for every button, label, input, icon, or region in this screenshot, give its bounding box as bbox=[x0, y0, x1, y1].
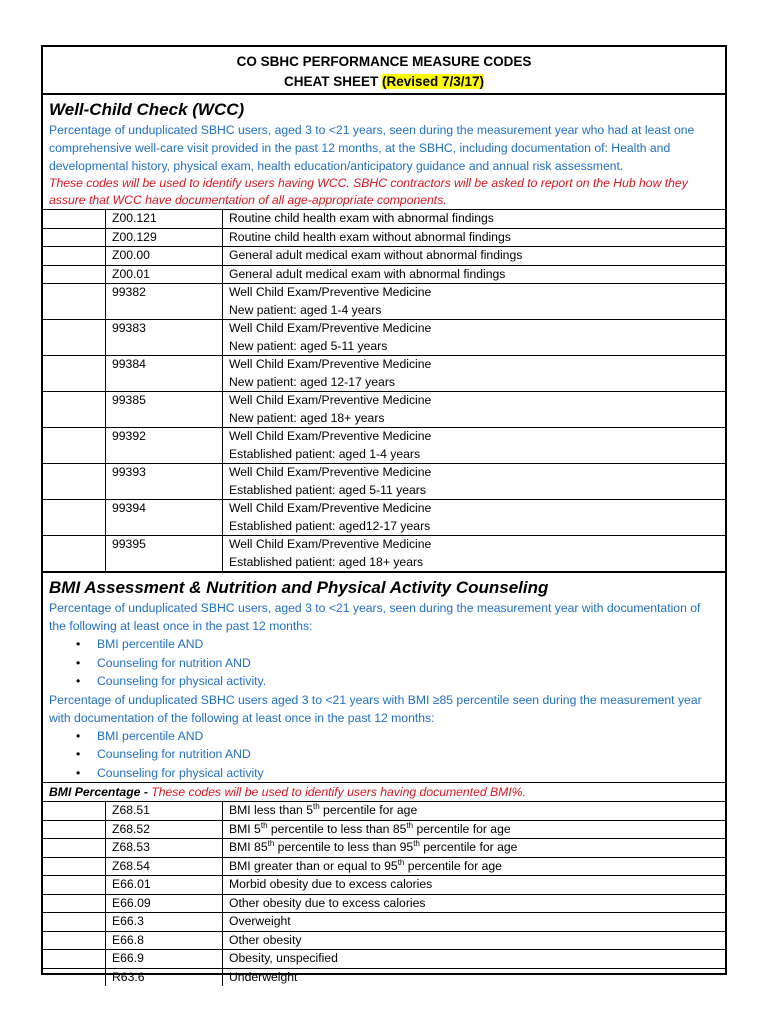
table-row bbox=[43, 320, 725, 356]
blank-cell bbox=[43, 464, 106, 500]
description-cell bbox=[223, 839, 726, 858]
bmi-percentage-subheading bbox=[43, 782, 725, 801]
description-text: BMI 5 bbox=[229, 821, 261, 836]
table-row bbox=[43, 931, 725, 950]
description-cell bbox=[223, 857, 726, 876]
code-cell: 99385 bbox=[106, 392, 223, 428]
title-block bbox=[43, 47, 725, 95]
description-cell bbox=[223, 265, 726, 284]
code-cell: 99383 bbox=[106, 320, 223, 356]
description-line: Routine child health exam with abnormal findings bbox=[229, 211, 494, 225]
description-line: Established patient: aged12-17 years bbox=[229, 518, 431, 533]
code-cell: E66.9 bbox=[106, 950, 223, 969]
blank-cell bbox=[43, 950, 106, 969]
description-line: New patient: aged 5-11 years bbox=[229, 338, 388, 353]
code-cell: Z68.53 bbox=[106, 839, 223, 858]
description-cell bbox=[223, 802, 726, 821]
code-cell: 99393 bbox=[106, 464, 223, 500]
code-cell: 99392 bbox=[106, 428, 223, 464]
ordinal-suffix: th bbox=[413, 838, 420, 848]
description-line: New patient: aged 1-4 years bbox=[229, 302, 382, 317]
code-cell: 99395 bbox=[106, 536, 223, 572]
blank-cell bbox=[43, 210, 106, 229]
code-cell: Z68.52 bbox=[106, 820, 223, 839]
code-cell: Z68.51 bbox=[106, 802, 223, 821]
bmi-heading: BMI Assessment & Nutrition and Physical Activity Counseling bbox=[49, 578, 549, 597]
blank-cell bbox=[43, 392, 106, 428]
blank-cell bbox=[43, 802, 106, 821]
blank-cell bbox=[43, 968, 106, 986]
description-text: Morbid obesity due to excess calories bbox=[229, 877, 433, 891]
description-cell bbox=[223, 931, 726, 950]
description-line: Established patient: aged 18+ years bbox=[229, 554, 424, 569]
description-line: Established patient: aged 5-11 years bbox=[229, 482, 426, 497]
description-cell bbox=[223, 500, 726, 536]
cheat-sheet bbox=[41, 45, 727, 984]
table-row bbox=[43, 802, 725, 821]
ordinal-suffix: th bbox=[397, 857, 405, 867]
description-text: percentile for age bbox=[413, 821, 511, 836]
blank-cell bbox=[43, 894, 106, 913]
ordinal-suffix: th bbox=[406, 820, 414, 830]
blank-cell bbox=[43, 913, 106, 932]
bmi-percentage-label: BMI Percentage - bbox=[49, 785, 148, 799]
blank-cell bbox=[43, 536, 106, 572]
ordinal-suffix: th bbox=[260, 820, 268, 830]
table-row bbox=[43, 950, 725, 969]
description-line: General adult medical exam with abnormal findings bbox=[229, 266, 506, 281]
blank-cell bbox=[43, 876, 106, 895]
bmi-code-table bbox=[43, 801, 725, 986]
table-row bbox=[43, 894, 725, 913]
bullet-item: • Counseling for nutrition AND bbox=[97, 654, 725, 673]
description-line: Well Child Exam/Preventive Medicine bbox=[229, 465, 432, 479]
description-text: BMI less than 5 bbox=[229, 803, 313, 817]
code-cell: E66.3 bbox=[106, 913, 223, 932]
blank-cell bbox=[43, 247, 106, 266]
description-line: Well Child Exam/Preventive Medicine bbox=[229, 537, 432, 551]
description-line: General adult medical exam without abnormal findings bbox=[229, 248, 523, 262]
table-row bbox=[43, 464, 725, 500]
blank-cell bbox=[43, 931, 106, 950]
description-text: percentile for age bbox=[419, 840, 518, 854]
description-line: Well Child Exam/Preventive Medicine bbox=[229, 429, 432, 443]
code-cell: E66.01 bbox=[106, 876, 223, 895]
table-row bbox=[43, 536, 725, 572]
description-cell bbox=[223, 968, 726, 986]
table-row bbox=[43, 265, 725, 284]
table-row bbox=[43, 857, 725, 876]
description-cell bbox=[223, 284, 726, 320]
description-cell bbox=[223, 392, 726, 428]
bullet-item: • Counseling for physical activity bbox=[97, 764, 725, 783]
wcc-note: These codes will be used to identify users having WCC. SBHC contractors will be asked to report on the Hub how they assure that WCC have documentation of all age-appropriate components. bbox=[49, 176, 688, 207]
description-line: Well Child Exam/Preventive Medicine bbox=[229, 285, 432, 299]
code-cell: 99394 bbox=[106, 500, 223, 536]
description-cell bbox=[223, 913, 726, 932]
description-cell bbox=[223, 428, 726, 464]
wcc-code-table bbox=[43, 209, 725, 571]
table-row bbox=[43, 820, 725, 839]
code-cell: E66.8 bbox=[106, 931, 223, 950]
table-row bbox=[43, 913, 725, 932]
bmi-bullets-1 bbox=[43, 635, 725, 691]
table-row bbox=[43, 247, 725, 266]
blank-cell bbox=[43, 839, 106, 858]
description-cell bbox=[223, 950, 726, 969]
blank-cell bbox=[43, 265, 106, 284]
bmi-description-2: Percentage of unduplicated SBHC users aged 3 to <21 years with BMI ≥85 percentile seen during the measurement year with documentation of the following at least once in the past 12 months: bbox=[49, 692, 702, 725]
wcc-section bbox=[43, 95, 725, 571]
code-cell: Z00.121 bbox=[106, 210, 223, 229]
description-text: percentile to less than 85 bbox=[267, 821, 407, 836]
title-line-2 bbox=[43, 72, 725, 92]
description-cell bbox=[223, 820, 726, 839]
description-cell bbox=[223, 464, 726, 500]
description-text: Other obesity bbox=[229, 932, 302, 947]
table-row bbox=[43, 876, 725, 895]
description-line: Well Child Exam/Preventive Medicine bbox=[229, 321, 432, 335]
description-text: BMI 85 bbox=[229, 840, 268, 854]
code-cell: E66.09 bbox=[106, 894, 223, 913]
code-cell: Z00.129 bbox=[106, 228, 223, 247]
blank-cell bbox=[43, 500, 106, 536]
revised-date: (Revised 7/3/17) bbox=[381, 74, 485, 89]
ordinal-suffix: th bbox=[267, 838, 275, 848]
description-line: New patient: aged 18+ years bbox=[229, 410, 385, 425]
description-cell bbox=[223, 894, 726, 913]
description-cell bbox=[223, 247, 726, 266]
wcc-description: Percentage of unduplicated SBHC users, aged 3 to <21 years, seen during the measurement year who had at least one comprehensive well-care visit provided in the past 12 months, at the SBHC, including documentation of: Health and developmental history, physical exam, health education/anticipatory guidance and annual risk assessment. bbox=[49, 123, 695, 173]
bmi-description-1: Percentage of unduplicated SBHC users, aged 3 to <21 years, seen during the measurement year with documentation of the following at least once in the past 12 months: bbox=[49, 601, 701, 633]
table-row bbox=[43, 500, 725, 536]
wcc-heading: Well-Child Check (WCC) bbox=[49, 100, 245, 119]
description-text: Other obesity due to excess calories bbox=[229, 895, 426, 910]
table-row bbox=[43, 284, 725, 320]
table-row bbox=[43, 392, 725, 428]
bmi-bullets-2 bbox=[43, 727, 725, 783]
bullet-item: • BMI percentile AND bbox=[97, 635, 725, 654]
code-cell: R63.6 bbox=[106, 968, 223, 986]
title-line-1: CO SBHC PERFORMANCE MEASURE CODES bbox=[236, 54, 532, 69]
description-line: Well Child Exam/Preventive Medicine bbox=[229, 501, 432, 515]
table-row bbox=[43, 356, 725, 392]
description-text: percentile for age bbox=[319, 803, 418, 817]
description-cell bbox=[223, 228, 726, 247]
code-cell: Z00.01 bbox=[106, 265, 223, 284]
description-line: New patient: aged 12-17 years bbox=[229, 374, 395, 389]
table-row bbox=[43, 968, 725, 986]
blank-cell bbox=[43, 284, 106, 320]
code-cell: Z00.00 bbox=[106, 247, 223, 266]
blank-cell bbox=[43, 857, 106, 876]
description-text: percentile for age bbox=[404, 858, 502, 873]
description-cell bbox=[223, 356, 726, 392]
table-row bbox=[43, 839, 725, 858]
description-text: Underweight bbox=[229, 969, 298, 984]
blank-cell bbox=[43, 356, 106, 392]
bmi-section bbox=[43, 571, 725, 986]
bullet-item: • Counseling for physical activity. bbox=[97, 672, 725, 691]
bmi-percentage-note: These codes will be used to identify users having documented BMI%. bbox=[151, 785, 526, 799]
description-line: Well Child Exam/Preventive Medicine bbox=[229, 393, 432, 407]
description-line: Routine child health exam without abnormal findings bbox=[229, 229, 511, 244]
table-row bbox=[43, 228, 725, 247]
blank-cell bbox=[43, 228, 106, 247]
table-row bbox=[43, 428, 725, 464]
bullet-item: • BMI percentile AND bbox=[97, 727, 725, 746]
blank-cell bbox=[43, 320, 106, 356]
bullet-item: • Counseling for nutrition AND bbox=[97, 745, 725, 764]
description-text: Overweight bbox=[229, 914, 291, 928]
description-line: Well Child Exam/Preventive Medicine bbox=[229, 357, 432, 371]
code-cell: Z68.54 bbox=[106, 857, 223, 876]
description-cell bbox=[223, 536, 726, 572]
description-text: percentile to less than 95 bbox=[274, 840, 414, 854]
description-line: Established patient: aged 1-4 years bbox=[229, 446, 421, 461]
description-cell bbox=[223, 876, 726, 895]
blank-cell bbox=[43, 428, 106, 464]
code-cell: 99384 bbox=[106, 356, 223, 392]
blank-cell bbox=[43, 820, 106, 839]
table-row bbox=[43, 210, 725, 229]
description-text: Obesity, unspecified bbox=[229, 951, 338, 965]
title-cheat-sheet: CHEAT SHEET bbox=[283, 74, 379, 89]
description-cell bbox=[223, 320, 726, 356]
code-cell: 99382 bbox=[106, 284, 223, 320]
ordinal-suffix: th bbox=[313, 801, 320, 811]
description-text: BMI greater than or equal to 95 bbox=[229, 858, 398, 873]
description-cell bbox=[223, 210, 726, 229]
